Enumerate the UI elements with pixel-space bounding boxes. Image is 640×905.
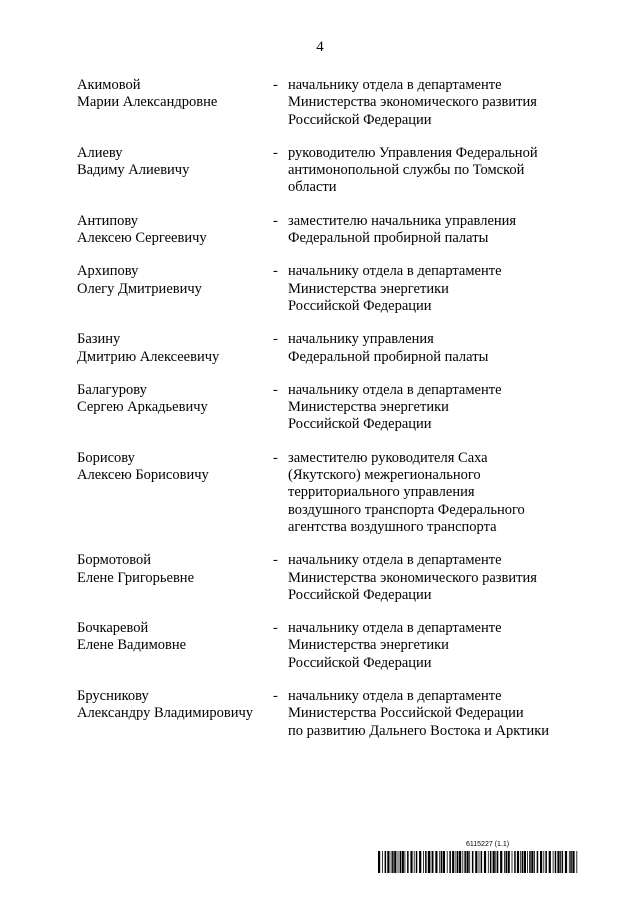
appointee-position	[288, 450, 578, 536]
name-line: Алиеву	[77, 144, 123, 161]
position-line: заместителю руководителя Саха	[288, 449, 488, 466]
appointee-entry	[77, 382, 577, 434]
appointee-entry	[77, 450, 577, 537]
appointee-name	[77, 688, 267, 723]
position-line: Министерства энергетики	[288, 637, 449, 654]
appointee-position	[288, 382, 578, 434]
name-line: Елене Григорьевне	[77, 569, 195, 586]
position-line: начальнику управления	[288, 331, 434, 348]
position-line: заместителю начальника управления	[288, 212, 517, 229]
appointee-position	[288, 263, 578, 315]
position-line: Российской Федерации	[288, 416, 432, 433]
appointee-name	[77, 145, 267, 180]
appointee-position	[288, 145, 578, 197]
position-line: начальнику отдела в департаменте	[288, 381, 502, 398]
separator-dash: -	[273, 212, 278, 229]
appointee-entry	[77, 552, 577, 604]
position-line: Федеральной пробирной палаты	[288, 230, 489, 247]
position-line: начальнику отдела в департаменте	[288, 77, 502, 93]
name-line: Борисову	[77, 449, 135, 466]
name-line: Марии Александровне	[77, 94, 218, 111]
position-line: Федеральной пробирной палаты	[288, 348, 489, 365]
position-line: Российской Федерации	[288, 111, 432, 128]
position-line: антимонопольной службы по Томской	[288, 162, 525, 179]
name-line: Архипову	[77, 263, 139, 280]
appointee-list	[77, 77, 577, 756]
name-line: Антипову	[77, 212, 138, 229]
separator-dash: -	[273, 620, 278, 637]
name-line: Брусникову	[77, 688, 149, 705]
position-line: начальнику отдела в департаменте	[288, 552, 502, 569]
position-line: начальнику отдела в департаменте	[288, 263, 502, 280]
appointee-name	[77, 620, 267, 655]
appointee-name	[77, 263, 267, 298]
appointee-entry	[77, 77, 577, 129]
appointee-position	[288, 213, 578, 248]
name-line: Балагурову	[77, 381, 147, 398]
appointee-name	[77, 382, 267, 417]
name-line: Бочкаревой	[77, 620, 149, 637]
name-line: Вадиму Алиевичу	[77, 162, 190, 179]
separator-dash: -	[273, 449, 278, 466]
appointee-entry	[77, 620, 577, 672]
name-line: Алексею Сергеевичу	[77, 230, 207, 247]
name-line: Олегу Дмитриевичу	[77, 280, 202, 297]
name-line: Акимовой	[77, 77, 141, 93]
separator-dash: -	[273, 381, 278, 398]
position-line: (Якутского) межрегионального	[288, 467, 481, 484]
position-line: Министерства экономического развития	[288, 94, 537, 111]
separator-dash: -	[273, 688, 278, 705]
position-line: Российской Федерации	[288, 297, 432, 314]
position-line: агентства воздушного транспорта	[288, 518, 497, 535]
appointee-name	[77, 213, 267, 248]
name-line: Алексею Борисовичу	[77, 467, 209, 484]
separator-dash: -	[273, 331, 278, 348]
position-line: руководителю Управления Федеральной	[288, 144, 538, 161]
appointee-name	[77, 331, 267, 366]
position-line: Министерства экономического развития	[288, 569, 537, 586]
name-line: Дмитрию Алексеевичу	[77, 348, 220, 365]
name-line: Александру Владимировичу	[77, 705, 254, 722]
appointee-position	[288, 620, 578, 672]
position-line: воздушного транспорта Федерального	[288, 501, 525, 518]
position-line: по развитию Дальнего Востока и Арктики	[288, 722, 550, 739]
appointee-entry	[77, 331, 577, 366]
appointee-entry	[77, 263, 577, 315]
position-line: Российской Федерации	[288, 586, 432, 603]
separator-dash: -	[273, 144, 278, 161]
name-line: Базину	[77, 331, 121, 348]
appointee-name	[77, 552, 267, 587]
position-line: Министерства энергетики	[288, 280, 449, 297]
position-line: Министерства Российской Федерации	[288, 705, 524, 722]
appointee-position	[288, 331, 578, 366]
appointee-name	[77, 450, 267, 485]
name-line: Бормотовой	[77, 552, 151, 569]
name-line: Сергею Аркадьевичу	[77, 399, 208, 416]
appointee-entry	[77, 213, 577, 248]
appointee-entry	[77, 688, 577, 740]
separator-dash: -	[273, 77, 278, 93]
appointee-position	[288, 688, 578, 740]
document-code: 6115227 (1.1)	[466, 841, 510, 848]
separator-dash: -	[273, 552, 278, 569]
appointee-position	[288, 552, 578, 604]
name-line: Елене Вадимовне	[77, 637, 187, 654]
position-line: территориального управления	[288, 484, 475, 501]
barcode-image	[378, 851, 578, 873]
position-line: Российской Федерации	[288, 654, 432, 671]
appointee-position	[288, 77, 578, 129]
position-line: области	[288, 179, 337, 196]
position-line: Министерства энергетики	[288, 399, 449, 416]
appointee-name	[77, 77, 267, 112]
position-line: начальнику отдела в департаменте	[288, 688, 502, 705]
separator-dash: -	[273, 263, 278, 280]
page-number: 4	[316, 39, 324, 55]
position-line: начальнику отдела в департаменте	[288, 620, 502, 637]
appointee-entry	[77, 145, 577, 197]
